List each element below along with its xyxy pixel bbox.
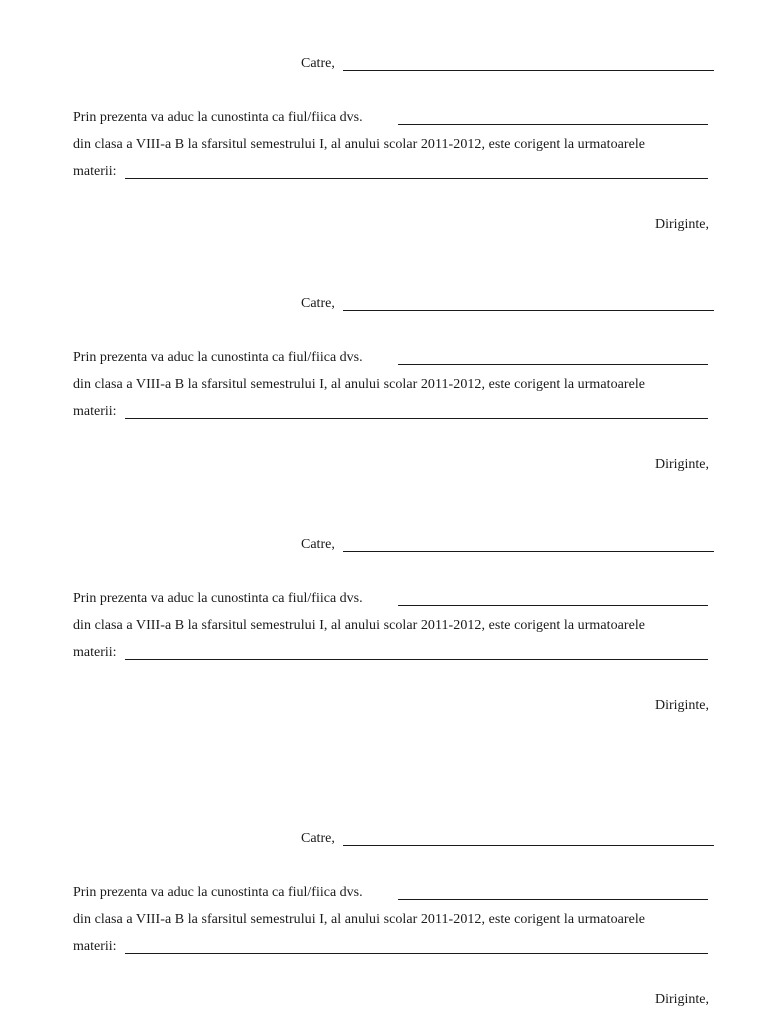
subjects-blank-line[interactable] [125,659,708,660]
subjects-blank-line[interactable] [125,418,708,419]
subjects-label: materii: [73,645,117,660]
student-name-blank-line[interactable] [398,124,708,125]
notice-2 [0,240,768,472]
addressee-blank-line[interactable] [343,70,714,71]
addressee-blank-line[interactable] [343,310,714,311]
notice-4 [0,775,768,1007]
notice-3 [0,481,768,713]
notice-1 [0,0,768,232]
addressee-blank-line[interactable] [343,551,714,552]
subjects-blank-line[interactable] [125,953,708,954]
subjects-blank-line[interactable] [125,178,708,179]
signature-label: Diriginte, [654,217,709,232]
signature-label: Diriginte, [654,698,709,713]
student-name-blank-line[interactable] [398,899,708,900]
subjects-label: materii: [73,939,117,954]
notice-intro-text: Prin prezenta va aduc la cunostinta ca fiul/fiica dvs. [73,350,363,365]
student-name-blank-line[interactable] [398,364,708,365]
signature-label: Diriginte, [654,992,709,1007]
student-name-blank-line[interactable] [398,605,708,606]
addressee-label: Catre, [301,56,335,71]
subjects-label: materii: [73,404,117,419]
notice-class-text: din clasa a VIII-a B la sfarsitul semestrului I, al anului scolar 2011-2012, este corigent la urmatoarele [73,137,646,152]
addressee-blank-line[interactable] [343,845,714,846]
notice-class-text: din clasa a VIII-a B la sfarsitul semestrului I, al anului scolar 2011-2012, este corigent la urmatoarele [73,912,646,927]
notice-class-text: din clasa a VIII-a B la sfarsitul semestrului I, al anului scolar 2011-2012, este corigent la urmatoarele [73,377,646,392]
notice-intro-text: Prin prezenta va aduc la cunostinta ca fiul/fiica dvs. [73,591,363,606]
addressee-label: Catre, [301,537,335,552]
addressee-label: Catre, [301,831,335,846]
notice-intro-text: Prin prezenta va aduc la cunostinta ca fiul/fiica dvs. [73,885,363,900]
subjects-label: materii: [73,164,117,179]
notice-class-text: din clasa a VIII-a B la sfarsitul semestrului I, al anului scolar 2011-2012, este corigent la urmatoarele [73,618,646,633]
notice-intro-text: Prin prezenta va aduc la cunostinta ca fiul/fiica dvs. [73,110,363,125]
signature-label: Diriginte, [654,457,709,472]
addressee-label: Catre, [301,296,335,311]
